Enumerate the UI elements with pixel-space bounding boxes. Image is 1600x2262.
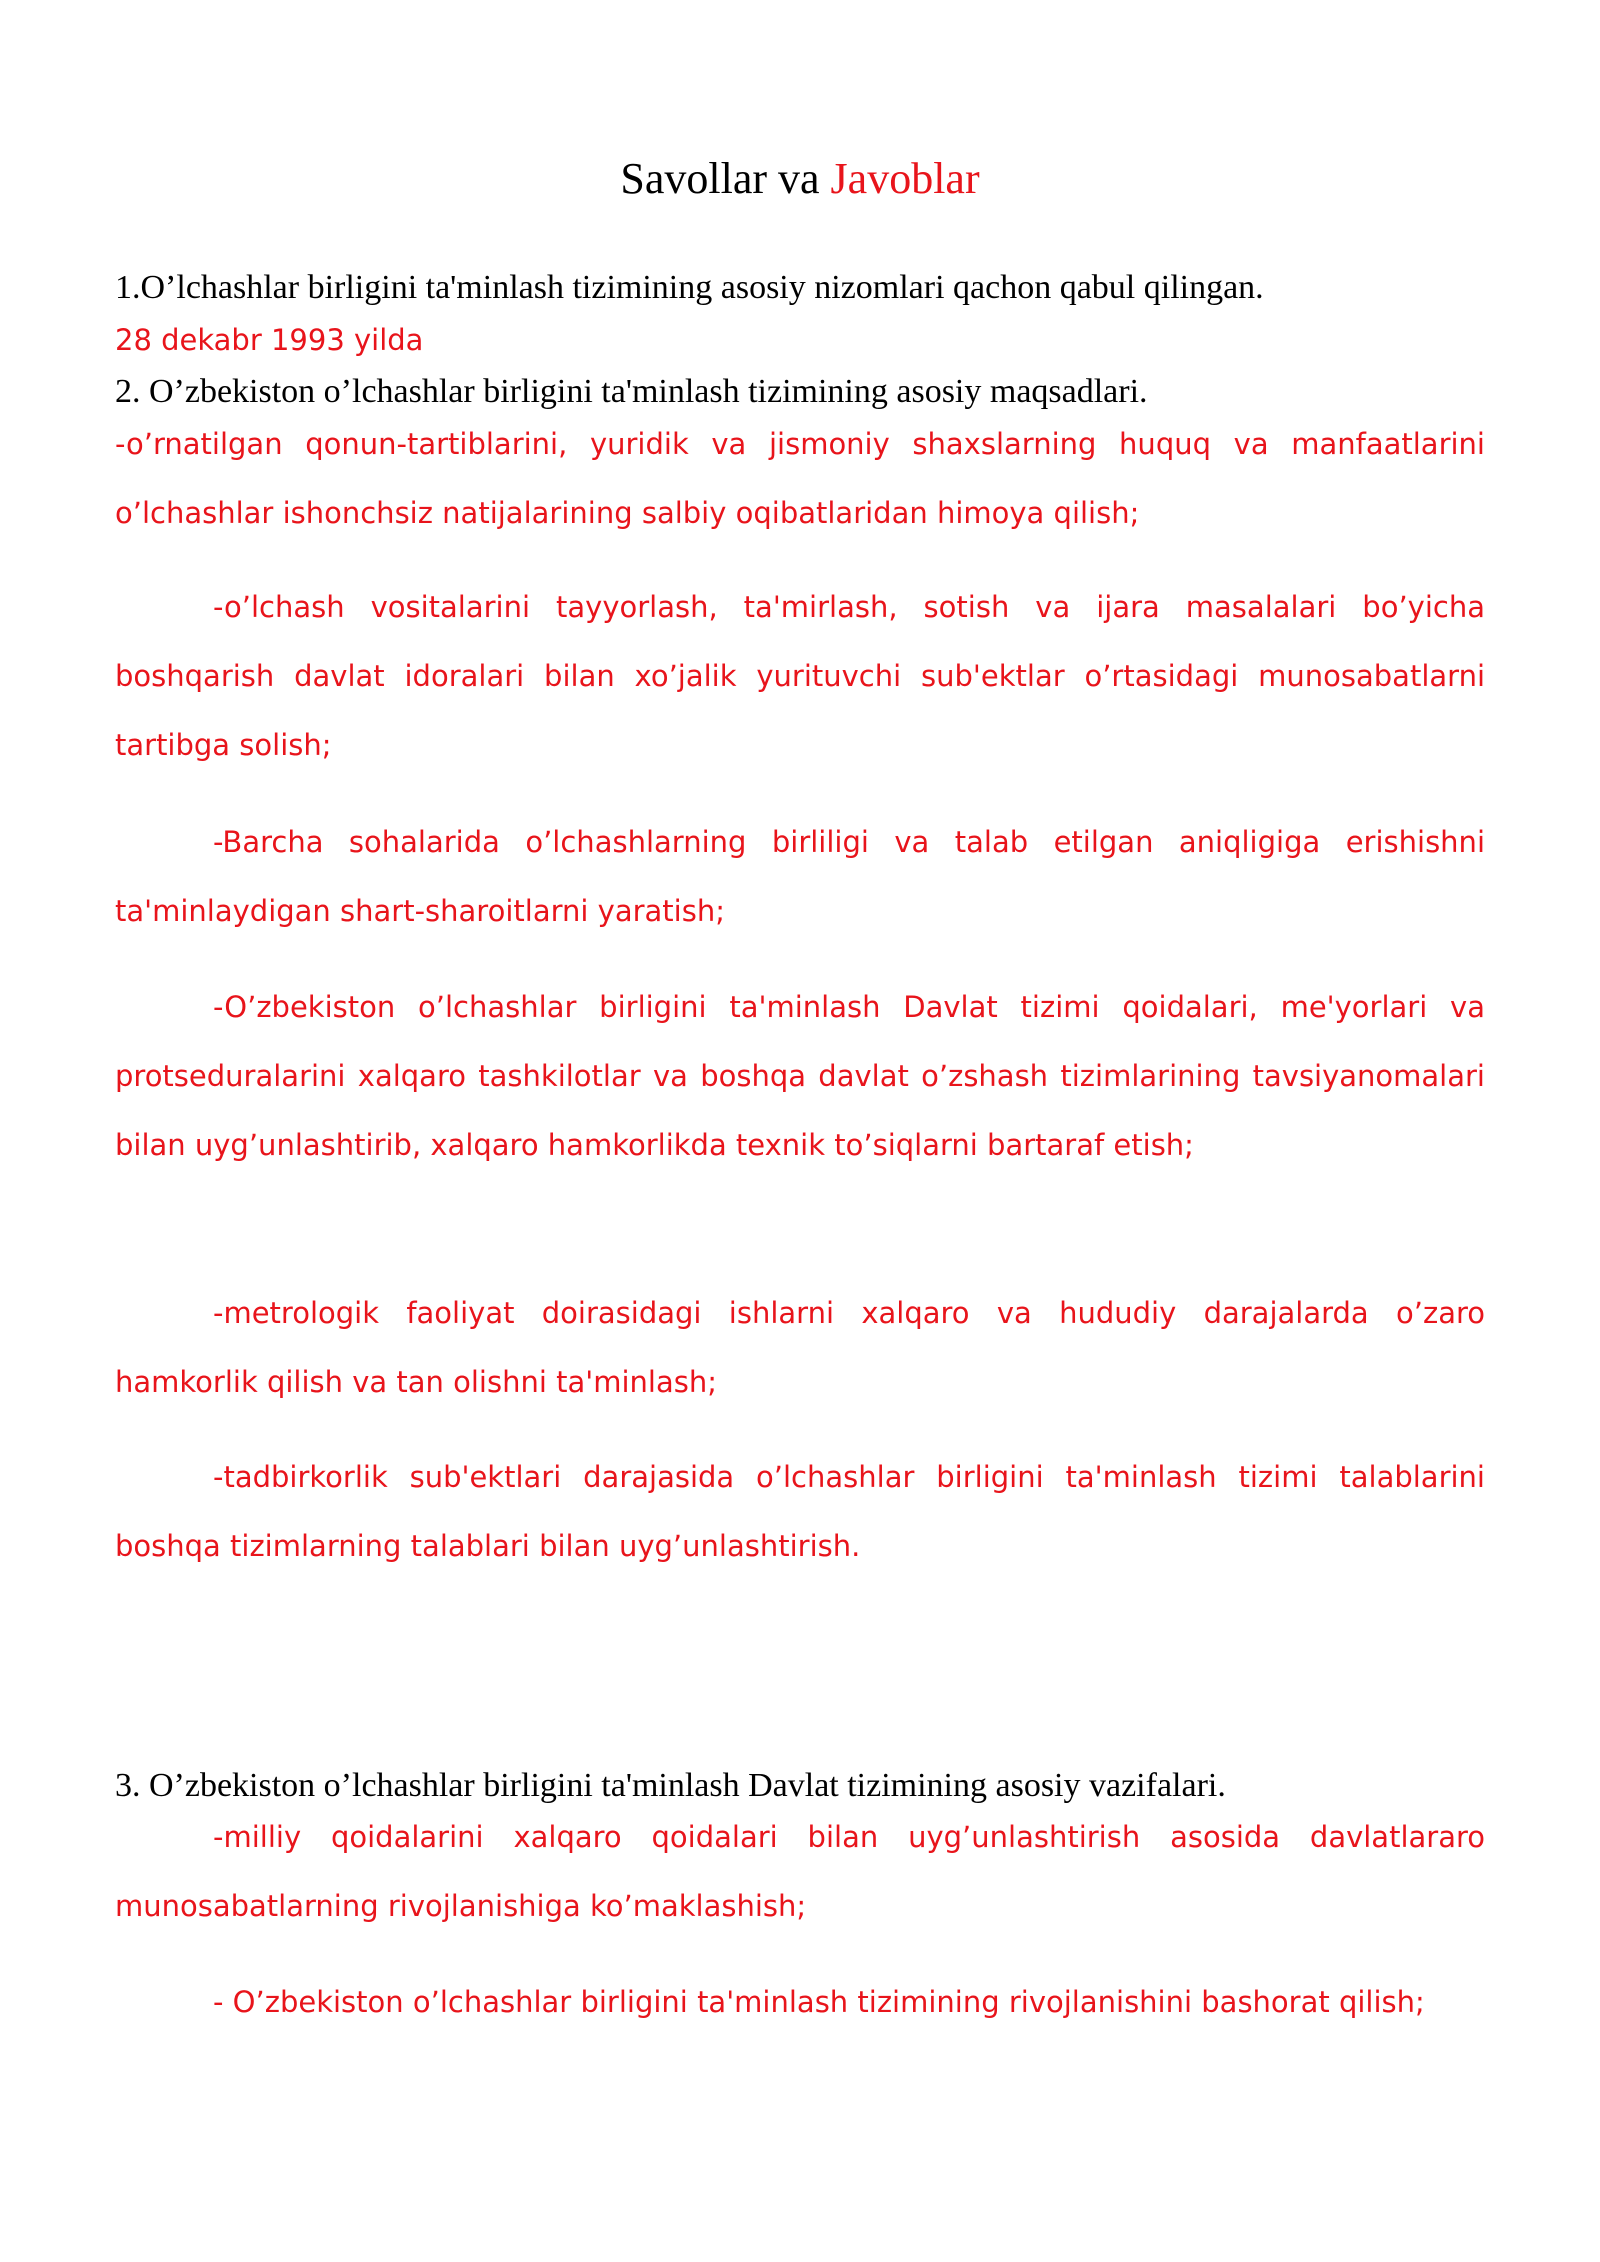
answer-2-item-6: -tadbirkorlik sub'ektlari darajasida o’lchashlar birligini ta'minlash tizimi talablarini boshqa tizimlarning talablari bilan uyg’unlashtirish. (115, 1460, 1485, 1563)
answer-1: 28 dekabr 1993 yilda (115, 323, 424, 357)
question-2: 2. O’zbekiston o’lchashlar birligini ta'minlash tizimining asosiy maqsadlari. (115, 373, 1148, 410)
question-3: 3. O’zbekiston o’lchashlar birligini ta'minlash Davlat tizimining asosiy vazifalari. (115, 1767, 1226, 1804)
title-part-red: Javoblar (830, 154, 980, 203)
answer-3-item-2: - O’zbekiston o’lchashlar birligini ta'minlash tizimining rivojlanishini bashorat qilish; (213, 1985, 1425, 2019)
question-1: 1.O’lchashlar birligini ta'minlash tizimining asosiy nizomlari qachon qabul qilingan. (115, 269, 1264, 306)
answer-2-item-5: -metrologik faoliyat doirasidagi ishlarni xalqaro va hududiy darajalarda o’zaro hamkorlik qilish va tan olishni ta'minlash; (115, 1296, 1485, 1399)
page-title (0, 152, 1600, 206)
answer-2-item-3: -Barcha sohalarida o’lchashlarning birliligi va talab etilgan aniqligiga erishishni ta'minlaydigan shart-sharoitlarni yaratish; (115, 825, 1485, 928)
answer-2-item-2: -o’lchash vositalarini tayyorlash, ta'mirlash, sotish va ijara masalalari bo’yicha boshqarish davlat idoralari bilan xo’jalik yurituvchi sub'ektlar o’rtasidagi munosabatlarni tartibga solish; (115, 590, 1485, 762)
answer-2-item-4: -O’zbekiston o’lchashlar birligini ta'minlash Davlat tizimi qoidalari, me'yorlari va protseduralarini xalqaro tashkilotlar va boshqa davlat o’zshash tizimlarining tavsiyanomalari bilan uyg’unlashtirib, xalqaro hamkorlikda texnik to’siqlarni bartaraf etish; (115, 990, 1485, 1162)
title-part-black: Savollar va (620, 154, 831, 203)
answer-3-item-1: -milliy qoidalarini xalqaro qoidalari bilan uyg’unlashtirish asosida davlatlararo munosabatlarning rivojlanishiga ko’maklashish; (115, 1820, 1485, 1923)
answer-2-item-1: -o’rnatilgan qonun-tartiblarini, yuridik va jismoniy shaxslarning huquq va manfaatlarini o’lchashlar ishonchsiz natijalarining salbiy oqibatlaridan himoya qilish; (115, 427, 1485, 530)
